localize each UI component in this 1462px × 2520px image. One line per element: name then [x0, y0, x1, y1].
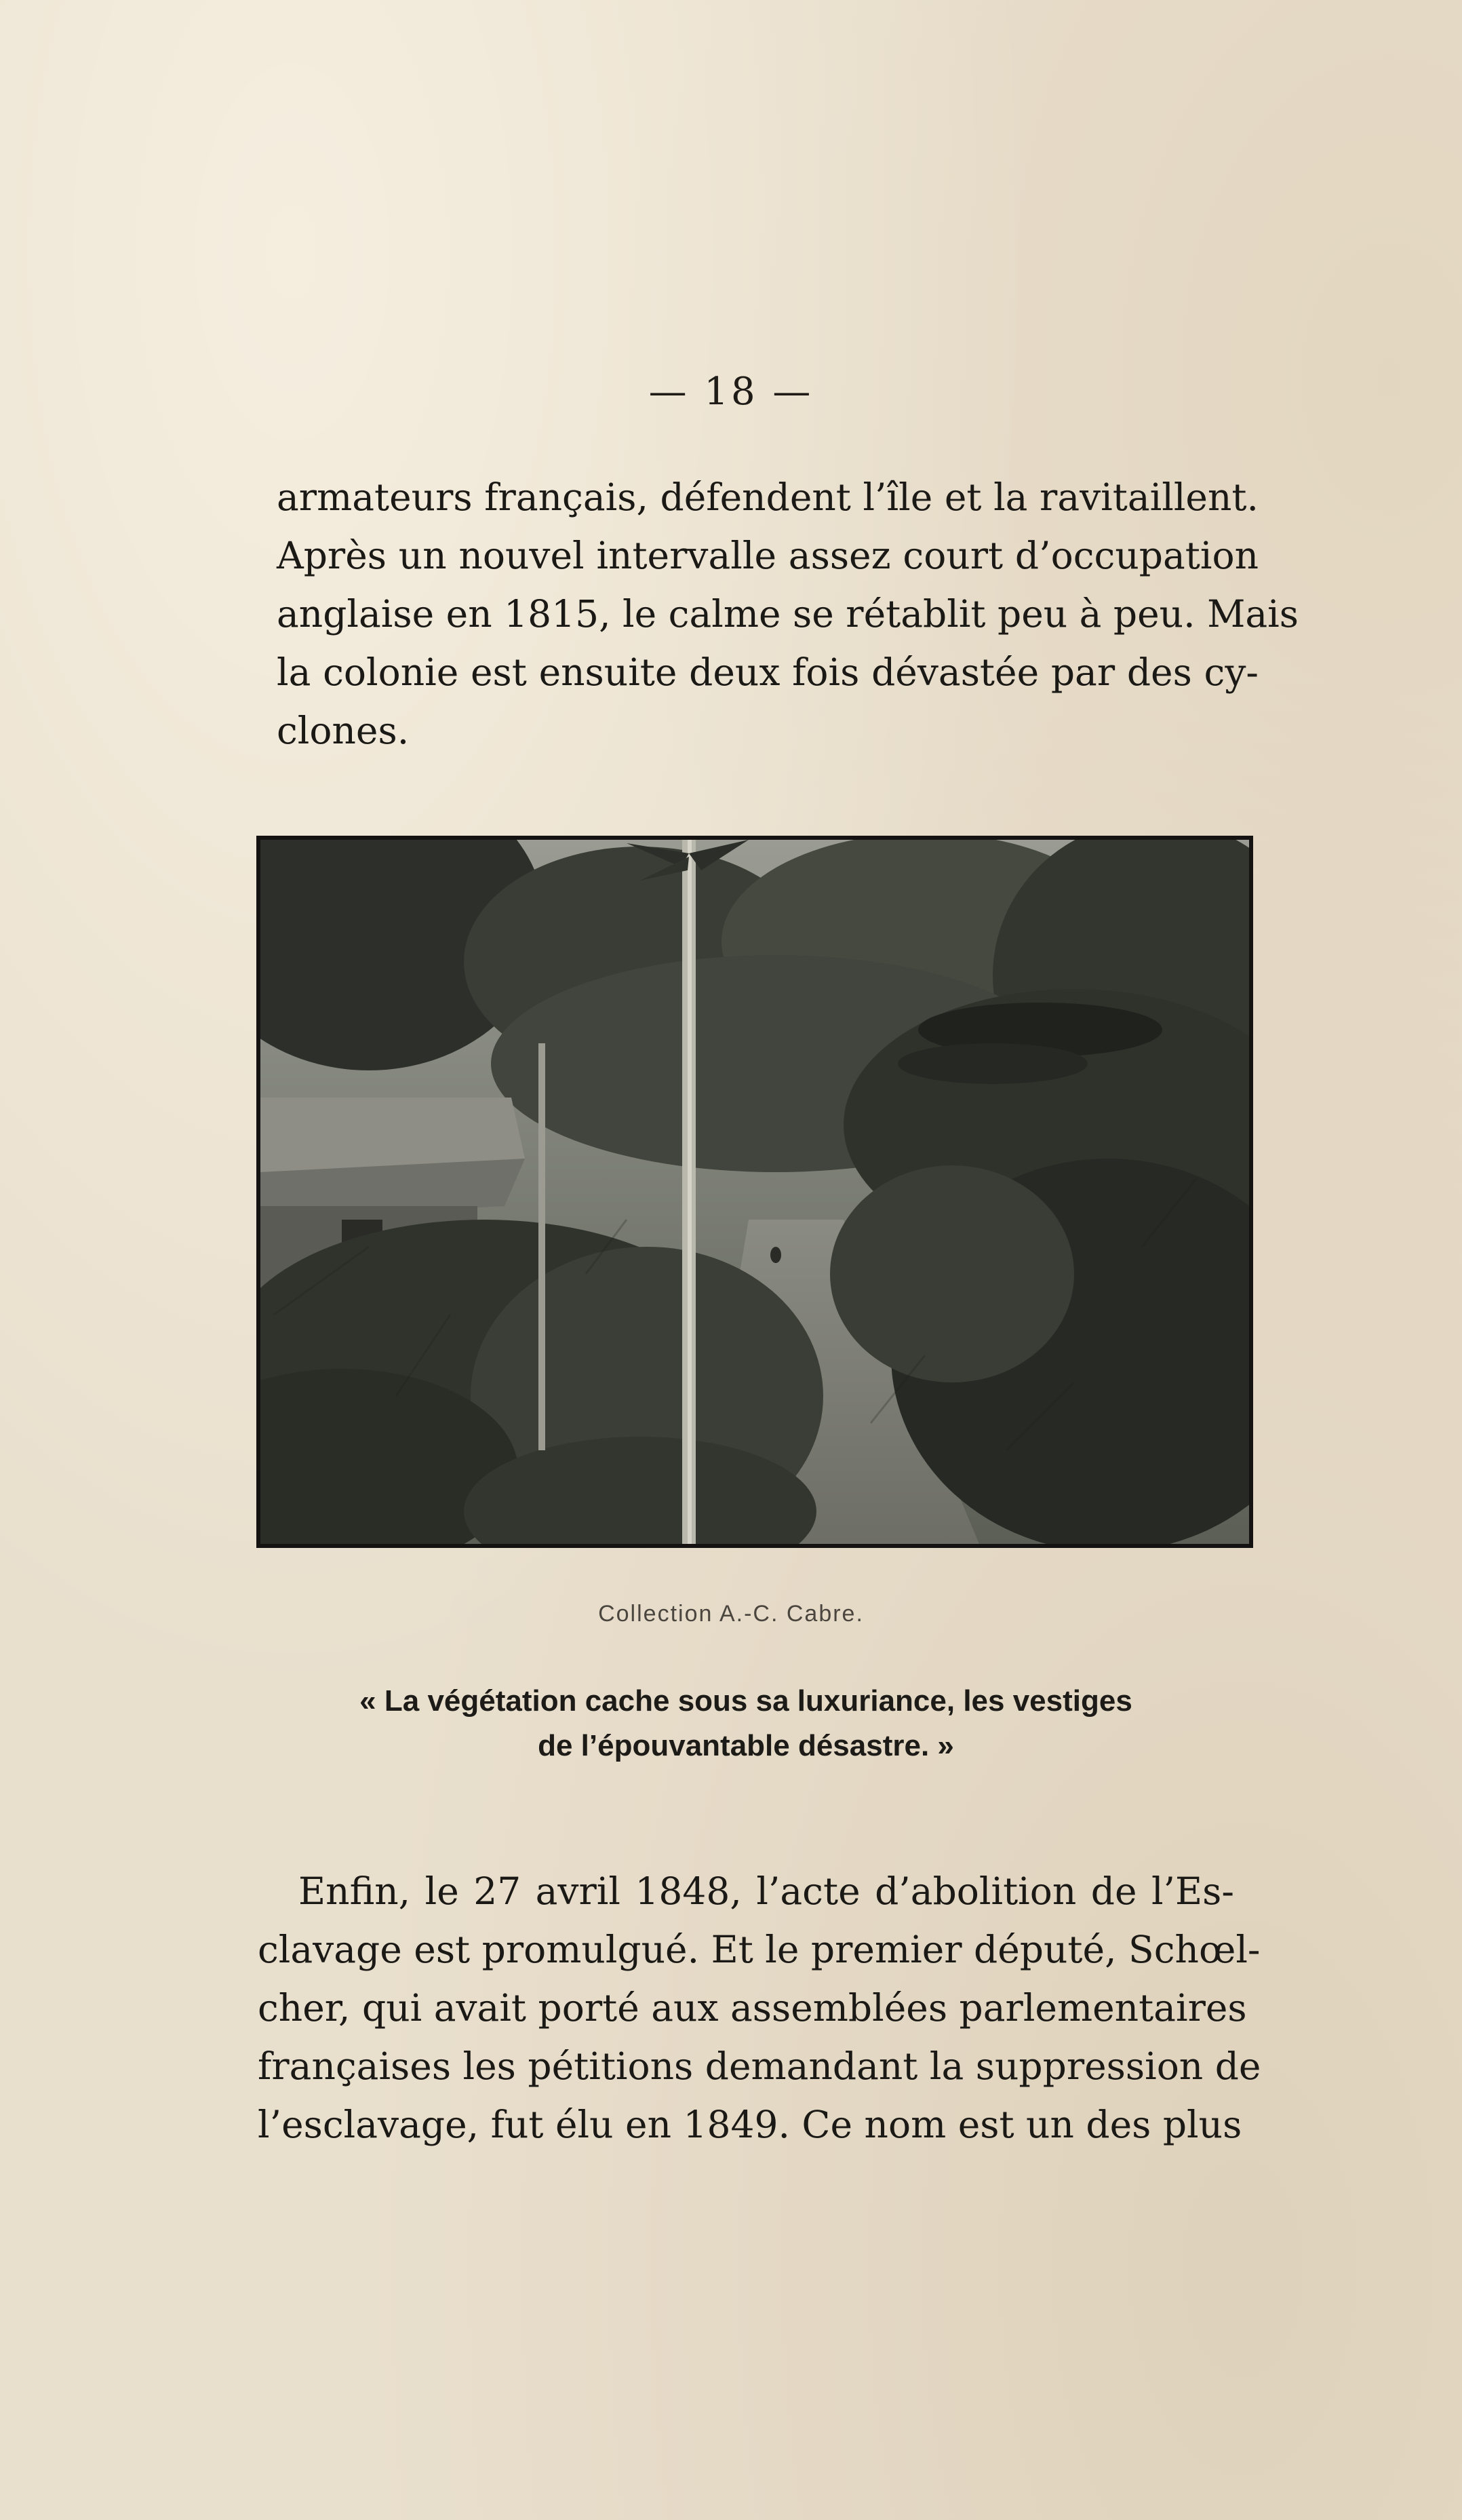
photo-caption	[278, 1679, 1214, 1768]
paragraph-top	[277, 468, 1299, 760]
text-line: Enfin, le 27 avril 1848, l’acte d’abolition de l’Es-	[298, 1869, 1234, 1913]
photo-credit: Collection A.-C. Cabre.	[598, 1601, 864, 1627]
text-line: clones.	[277, 709, 410, 752]
caption-line: de l’épouvantable désastre. »	[538, 1729, 954, 1762]
photograph-vegetation	[256, 836, 1253, 1548]
text-line: cher, qui avait porté aux assemblées parlementaires	[258, 1986, 1247, 2030]
page-number: — 18 —	[648, 370, 814, 414]
text-line: Après un nouvel intervalle assez court d’occupation	[277, 534, 1259, 577]
text-line: la colonie est ensuite deux fois dévastée par des cy-	[277, 651, 1259, 694]
text-line: armateurs français, défendent l’île et la ravitaillent.	[277, 476, 1259, 519]
paragraph-bottom	[258, 1862, 1261, 2154]
text-line: françaises les pétitions demandant la suppression de	[258, 2044, 1261, 2088]
text-line: l’esclavage, fut élu en 1849. Ce nom est un des plus	[258, 2103, 1242, 2146]
caption-line: « La végétation cache sous sa luxuriance, les vestiges	[359, 1684, 1132, 1718]
photograph-illustration	[260, 840, 1249, 1544]
text-line: anglaise en 1815, le calme se rétablit peu à peu. Mais	[277, 592, 1299, 636]
text-line: clavage est promulgué. Et le premier député, Schœl-	[258, 1928, 1261, 1971]
